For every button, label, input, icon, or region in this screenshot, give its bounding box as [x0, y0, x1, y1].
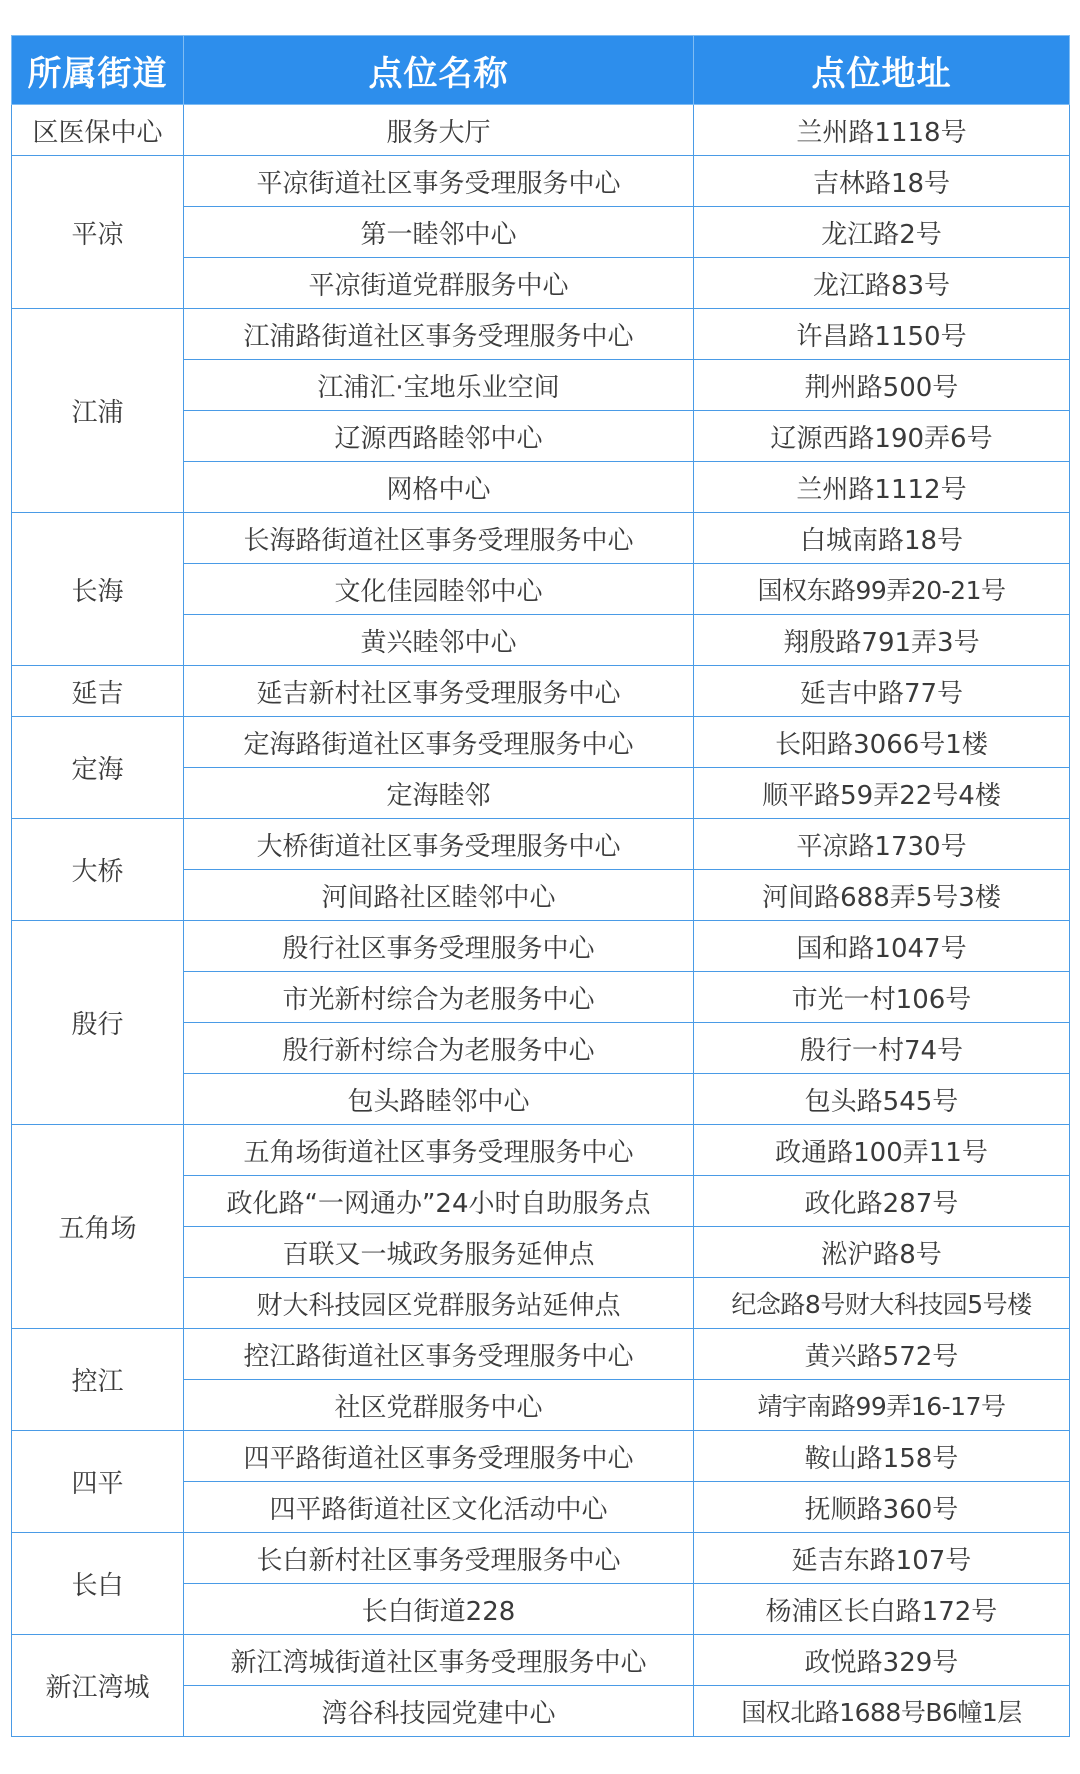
- point-name-cell: 江浦路街道社区事务受理服务中心: [184, 309, 694, 360]
- point-address-cell: 国权东路99弄20-21号: [694, 564, 1070, 615]
- point-name-cell: 江浦汇·宝地乐业空间: [184, 360, 694, 411]
- street-cell: 定海: [12, 717, 184, 819]
- point-name-cell: 长海路街道社区事务受理服务中心: [184, 513, 694, 564]
- point-address-cell: 平凉路1730号: [694, 819, 1070, 870]
- point-address-cell: 兰州路1118号: [694, 105, 1070, 156]
- table-row: [12, 1329, 1070, 1380]
- street-cell: 平凉: [12, 156, 184, 309]
- street-cell: 延吉: [12, 666, 184, 717]
- point-address-cell: 纪念路8号财大科技园5号楼: [694, 1278, 1070, 1329]
- point-name-cell: 财大科技园区党群服务站延伸点: [184, 1278, 694, 1329]
- table-body: [12, 105, 1070, 1737]
- point-address-cell: 包头路545号: [694, 1074, 1070, 1125]
- point-address-cell: 吉林路18号: [694, 156, 1070, 207]
- street-cell: 殷行: [12, 921, 184, 1125]
- point-name-cell: 百联又一城政务服务延伸点: [184, 1227, 694, 1278]
- point-address-cell: 市光一村106号: [694, 972, 1070, 1023]
- point-address-cell: 抚顺路360号: [694, 1482, 1070, 1533]
- point-name-cell: 第一睦邻中心: [184, 207, 694, 258]
- point-address-cell: 许昌路1150号: [694, 309, 1070, 360]
- point-name-cell: 控江路街道社区事务受理服务中心: [184, 1329, 694, 1380]
- point-name-cell: 平凉街道社区事务受理服务中心: [184, 156, 694, 207]
- point-name-cell: 长白新村社区事务受理服务中心: [184, 1533, 694, 1584]
- table-row: [12, 1635, 1070, 1686]
- point-address-cell: 龙江路2号: [694, 207, 1070, 258]
- service-points-table: [11, 35, 1070, 1737]
- point-address-cell: 延吉东路107号: [694, 1533, 1070, 1584]
- table-row: [12, 1533, 1070, 1584]
- header-point-address: 点位地址: [694, 36, 1070, 105]
- point-name-cell: 河间路社区睦邻中心: [184, 870, 694, 921]
- street-cell: 区医保中心: [12, 105, 184, 156]
- point-address-cell: 杨浦区长白路172号: [694, 1584, 1070, 1635]
- point-address-cell: 荆州路500号: [694, 360, 1070, 411]
- table-row: [12, 1125, 1070, 1176]
- table-row: [12, 666, 1070, 717]
- point-name-cell: 四平路街道社区事务受理服务中心: [184, 1431, 694, 1482]
- point-address-cell: 靖宇南路99弄16-17号: [694, 1380, 1070, 1431]
- street-cell: 控江: [12, 1329, 184, 1431]
- street-cell: 江浦: [12, 309, 184, 513]
- point-address-cell: 河间路688弄5号3楼: [694, 870, 1070, 921]
- point-name-cell: 服务大厅: [184, 105, 694, 156]
- point-name-cell: 网格中心: [184, 462, 694, 513]
- point-name-cell: 殷行新村综合为老服务中心: [184, 1023, 694, 1074]
- point-address-cell: 兰州路1112号: [694, 462, 1070, 513]
- point-address-cell: 政通路100弄11号: [694, 1125, 1070, 1176]
- point-name-cell: 黄兴睦邻中心: [184, 615, 694, 666]
- point-name-cell: 新江湾城街道社区事务受理服务中心: [184, 1635, 694, 1686]
- point-address-cell: 翔殷路791弄3号: [694, 615, 1070, 666]
- header-street: 所属街道: [12, 36, 184, 105]
- table-row: [12, 156, 1070, 207]
- point-address-cell: 顺平路59弄22号4楼: [694, 768, 1070, 819]
- table-row: [12, 921, 1070, 972]
- table-header: [12, 36, 1070, 105]
- point-name-cell: 长白街道228: [184, 1584, 694, 1635]
- point-name-cell: 文化佳园睦邻中心: [184, 564, 694, 615]
- point-address-cell: 黄兴路572号: [694, 1329, 1070, 1380]
- street-cell: 四平: [12, 1431, 184, 1533]
- point-name-cell: 延吉新村社区事务受理服务中心: [184, 666, 694, 717]
- table-row: [12, 717, 1070, 768]
- point-address-cell: 淞沪路8号: [694, 1227, 1070, 1278]
- point-name-cell: 五角场街道社区事务受理服务中心: [184, 1125, 694, 1176]
- table-row: [12, 819, 1070, 870]
- point-address-cell: 白城南路18号: [694, 513, 1070, 564]
- table-row: [12, 105, 1070, 156]
- street-cell: 大桥: [12, 819, 184, 921]
- point-name-cell: 大桥街道社区事务受理服务中心: [184, 819, 694, 870]
- point-name-cell: 社区党群服务中心: [184, 1380, 694, 1431]
- street-cell: 长海: [12, 513, 184, 666]
- header-row: [12, 36, 1070, 105]
- point-name-cell: 包头路睦邻中心: [184, 1074, 694, 1125]
- table-row: [12, 513, 1070, 564]
- point-address-cell: 政化路287号: [694, 1176, 1070, 1227]
- point-name-cell: 湾谷科技园党建中心: [184, 1686, 694, 1737]
- header-point-name: 点位名称: [184, 36, 694, 105]
- point-address-cell: 辽源西路190弄6号: [694, 411, 1070, 462]
- street-cell: 新江湾城: [12, 1635, 184, 1737]
- point-address-cell: 殷行一村74号: [694, 1023, 1070, 1074]
- point-name-cell: 辽源西路睦邻中心: [184, 411, 694, 462]
- street-cell: 长白: [12, 1533, 184, 1635]
- table-row: [12, 309, 1070, 360]
- point-address-cell: 政悦路329号: [694, 1635, 1070, 1686]
- street-cell: 五角场: [12, 1125, 184, 1329]
- service-points-table-container: [11, 35, 1069, 1737]
- point-name-cell: 四平路街道社区文化活动中心: [184, 1482, 694, 1533]
- point-address-cell: 鞍山路158号: [694, 1431, 1070, 1482]
- point-name-cell: 政化路“一网通办”24小时自助服务点: [184, 1176, 694, 1227]
- point-name-cell: 市光新村综合为老服务中心: [184, 972, 694, 1023]
- point-name-cell: 殷行社区事务受理服务中心: [184, 921, 694, 972]
- point-name-cell: 定海路街道社区事务受理服务中心: [184, 717, 694, 768]
- table-row: [12, 1431, 1070, 1482]
- point-address-cell: 延吉中路77号: [694, 666, 1070, 717]
- point-address-cell: 国和路1047号: [694, 921, 1070, 972]
- point-address-cell: 长阳路3066号1楼: [694, 717, 1070, 768]
- point-name-cell: 定海睦邻: [184, 768, 694, 819]
- point-address-cell: 国权北路1688号B6幢1层: [694, 1686, 1070, 1737]
- point-address-cell: 龙江路83号: [694, 258, 1070, 309]
- point-name-cell: 平凉街道党群服务中心: [184, 258, 694, 309]
